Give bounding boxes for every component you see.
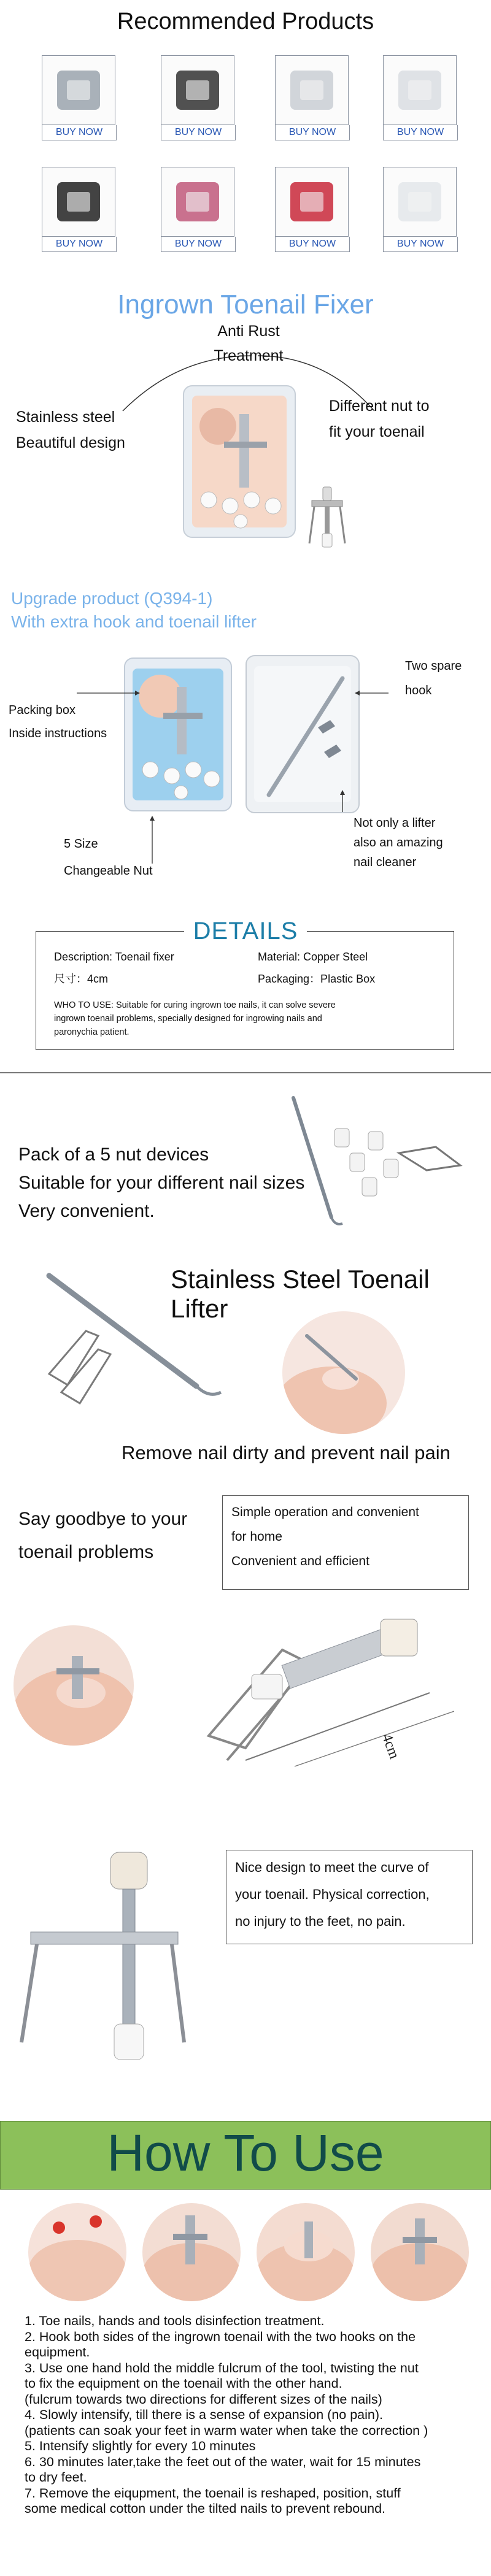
- nice-design-line2: your toenail. Physical correction,: [235, 1887, 430, 1902]
- howto-banner: [0, 2121, 491, 2190]
- fixer-device-large-image: [184, 1607, 454, 1791]
- pack-line1: Pack of a 5 nut devices: [18, 1144, 209, 1165]
- goodbye-box-line2: for home: [231, 1530, 282, 1544]
- goodbye-box-line3: Convenient and efficient: [231, 1554, 369, 1568]
- pink-lifter-set-image[interactable]: [161, 167, 234, 237]
- hook-text: hook: [405, 684, 432, 697]
- fixer-kit-image[interactable]: [383, 167, 457, 237]
- goodbye-feature-box: [222, 1495, 469, 1590]
- details-title-wrap: [184, 918, 307, 947]
- step-photo-twist: [257, 2203, 355, 2301]
- product-card[interactable]: [42, 167, 115, 252]
- five-size-text: 5 Size: [64, 837, 98, 851]
- step-photo-hook: [142, 2203, 241, 2301]
- fixer-device-image: [306, 485, 349, 552]
- fixer-title: Ingrown Toenail Fixer: [117, 289, 374, 320]
- details-material: Material: Copper Steel: [258, 951, 368, 963]
- changeable-nut-text: Changeable Nut: [64, 864, 153, 878]
- howto-step-line: 1. Toe nails, hands and tools disinfection treatment.: [25, 2313, 325, 2328]
- buy-now-button[interactable]: BUY NOW: [161, 125, 236, 140]
- details-packaging: Packaging：Plastic Box: [258, 973, 376, 985]
- step-photo-fixed: [371, 2203, 469, 2301]
- howto-steps: [25, 2313, 479, 2517]
- tool-tin-image[interactable]: [383, 55, 457, 125]
- nut-pointer: [146, 815, 158, 866]
- product-card[interactable]: [383, 55, 457, 140]
- details-title: DETAILS: [193, 918, 298, 945]
- lifter-caption: Remove nail dirty and prevent nail pain: [122, 1442, 450, 1463]
- goodbye-line2: toenail problems: [18, 1542, 154, 1562]
- nice-design-line3: no injury to the feet, no pain.: [235, 1914, 406, 1929]
- product-card[interactable]: [161, 167, 234, 252]
- product-card[interactable]: [275, 55, 349, 140]
- product-card[interactable]: [383, 167, 457, 252]
- fixer-on-toe-photo: [14, 1625, 134, 1746]
- lifter-title: Stainless Steel Toenail Lifter: [171, 1265, 430, 1323]
- buy-now-button[interactable]: BUY NOW: [161, 237, 236, 252]
- goodbye-line1: Say goodbye to your: [18, 1509, 188, 1529]
- buy-now-button[interactable]: BUY NOW: [383, 125, 458, 140]
- spare-hook-pointer: [355, 686, 392, 704]
- buy-now-button[interactable]: BUY NOW: [42, 237, 117, 252]
- silver-box-kit-image[interactable]: [275, 55, 349, 125]
- details-description: Description: Toenail fixer: [54, 951, 174, 963]
- howto-step-line: 5. Intensify slightly for every 10 minutes: [25, 2439, 256, 2453]
- howto-step-line: 7. Remove the eiqupment, the toenail is reshaped, position, stuff: [25, 2485, 401, 2501]
- different-nut-text: Different nut to: [329, 397, 430, 415]
- details-who-line2: ingrown toenail problems, specially designed for ingrowing nails and: [54, 1014, 322, 1024]
- howto-step-line: to fix the equipment on the toenail with the other hand.: [25, 2376, 342, 2391]
- pack-line3: Very convenient.: [18, 1201, 155, 1221]
- upgrade-fixer-box-image: [123, 656, 233, 813]
- nail-cleaner-text: nail cleaner: [354, 856, 417, 869]
- howto-step-line: equipment.: [25, 2345, 90, 2359]
- step-photo-disinfect: [28, 2203, 126, 2301]
- howto-step-line: some medical cotton under the tilted nails to prevent rebound.: [25, 2501, 386, 2516]
- section-divider: [0, 1072, 491, 1073]
- lifter-tool-image: [37, 1263, 233, 1423]
- fixer-device-closeup-image: [6, 1840, 190, 2085]
- round-tin-kit-image[interactable]: [161, 55, 234, 125]
- lifter-usage-photo: [282, 1311, 405, 1434]
- howto-step-line: 4. Slowly intensify, till there is a sense of expansion (no pain).: [25, 2407, 383, 2422]
- lifter-pointer: [336, 790, 349, 815]
- nuts-and-lifter-image: [282, 1086, 466, 1233]
- howto-title: How To Use: [107, 2124, 384, 2182]
- recommended-title: Recommended Products: [117, 9, 374, 34]
- details-size: 尺寸：4cm: [54, 973, 109, 985]
- buy-now-button[interactable]: BUY NOW: [42, 125, 117, 140]
- product-card[interactable]: [275, 167, 349, 252]
- fixer-box-image: [181, 383, 298, 540]
- howto-step-line: to dry feet.: [25, 2470, 87, 2485]
- howto-step-line: 3. Use one hand hold the middle fulcrum of the tool, twisting the nut: [25, 2360, 419, 2375]
- not-only-lifter-text: Not only a lifter: [354, 816, 436, 830]
- packing-box-text: Packing box: [9, 703, 75, 717]
- fit-toenail-text: fit your toenail: [329, 423, 425, 440]
- treatment-text: Treatment: [214, 347, 284, 364]
- product-card[interactable]: [42, 55, 115, 140]
- nice-design-box: [226, 1850, 473, 1944]
- nail-clipper-image[interactable]: [42, 55, 115, 125]
- anti-rust-text: Anti Rust: [217, 323, 280, 340]
- details-who-line1: WHO TO USE: Suitable for curing ingrown toe nails, it can solve severe: [54, 1000, 336, 1010]
- buy-now-button[interactable]: BUY NOW: [383, 237, 458, 252]
- red-nippers-image[interactable]: [275, 167, 349, 237]
- upgrade-line2: With extra hook and toenail lifter: [11, 612, 257, 631]
- pack-line2: Suitable for your different nail sizes: [18, 1173, 305, 1193]
- upgrade-line1: Upgrade product (Q394-1): [11, 589, 213, 608]
- nice-design-line1: Nice design to meet the curve of: [235, 1860, 429, 1875]
- two-spare-text: Two spare: [405, 659, 462, 673]
- howto-step-line: (patients can soak your feet in warm water when take the correction ): [25, 2423, 428, 2438]
- product-card[interactable]: [161, 55, 234, 140]
- buy-now-button[interactable]: BUY NOW: [275, 237, 350, 252]
- buy-now-button[interactable]: BUY NOW: [275, 125, 350, 140]
- howto-step-line: 6. 30 minutes later,take the feet out of the water, wait for 15 minutes: [25, 2454, 421, 2469]
- inside-instructions-text: Inside instructions: [9, 727, 107, 740]
- packing-box-pointer: [74, 687, 141, 705]
- goodbye-box-line1: Simple operation and convenient: [231, 1505, 419, 1519]
- measure-label: 4cm: [378, 1731, 403, 1761]
- black-case-kit-image[interactable]: [42, 167, 115, 237]
- beautiful-design-text: Beautiful design: [16, 434, 125, 451]
- howto-step-line: 2. Hook both sides of the ingrown toenail with the two hooks on the: [25, 2329, 416, 2344]
- details-who-line3: paronychia patient.: [54, 1027, 130, 1037]
- also-amazing-text: also an amazing: [354, 836, 443, 849]
- howto-step-line: (fulcrum towards two directions for different sizes of the nails): [25, 2391, 382, 2407]
- stainless-steel-text: Stainless steel: [16, 408, 115, 426]
